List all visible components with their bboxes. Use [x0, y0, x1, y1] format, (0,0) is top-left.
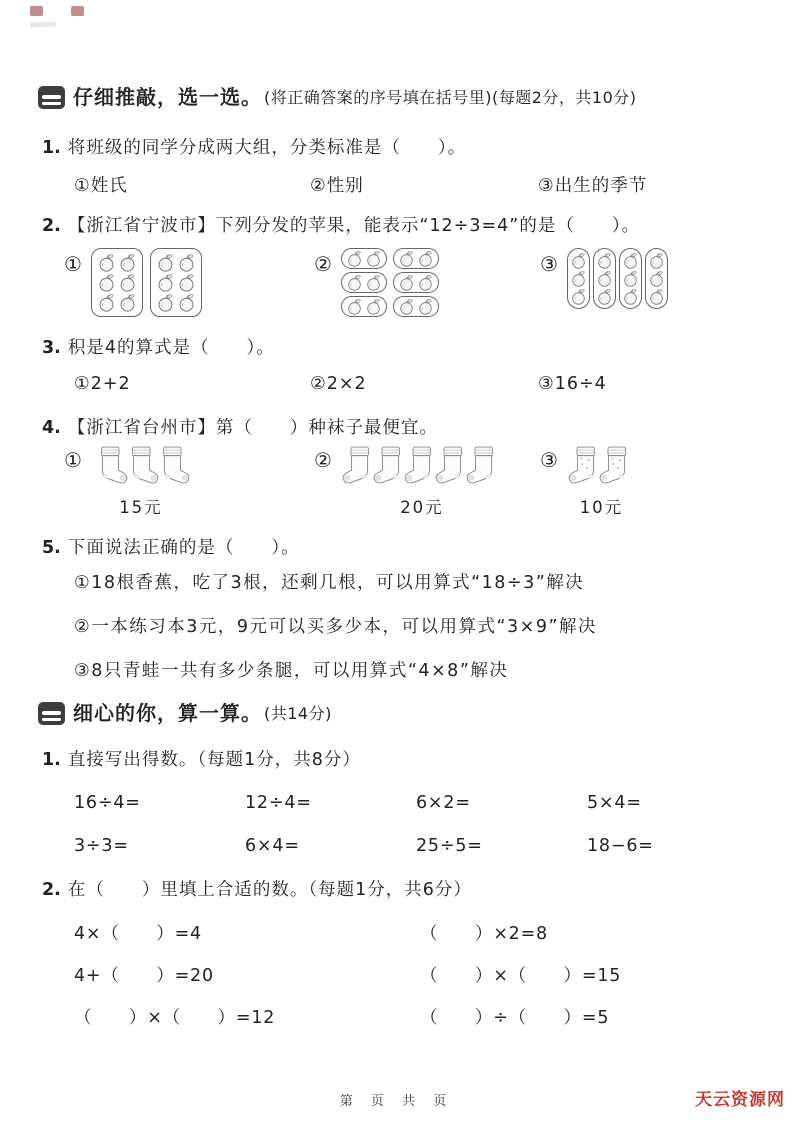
- apple-icon: [365, 274, 382, 291]
- choice-option: ①姓氏: [74, 176, 128, 196]
- apple-icon: [156, 253, 175, 272]
- question-text: 在（ ）里填上合适的数。（每题1分，共6分）: [67, 880, 472, 900]
- apple-icon: [365, 298, 382, 315]
- q5-options: [74, 561, 597, 693]
- apple-option: [64, 248, 314, 317]
- apple-icon: [177, 293, 196, 312]
- question-number: 2.: [42, 216, 61, 236]
- q3-options: [74, 374, 607, 394]
- apple-icon: [417, 298, 434, 315]
- apple-icon: [118, 253, 137, 272]
- question-text: 直接写出得数。（每题1分，共8分）: [67, 750, 361, 770]
- apple-group: [341, 248, 387, 269]
- notebook-icon: [38, 86, 65, 109]
- apple-icon: [365, 250, 382, 267]
- option-label: ①: [64, 448, 82, 472]
- question-1: [42, 136, 466, 160]
- choice-option: ②一本练习本3元，9元可以买多少本，可以用算式“3×9”解决: [74, 617, 598, 637]
- apple-groups: [341, 248, 439, 317]
- section-2-title: 细心的你，算一算。: [73, 701, 262, 725]
- apple-group: [567, 248, 590, 309]
- fill-row: [74, 920, 548, 945]
- apple-icon: [648, 270, 665, 287]
- apple-icon: [118, 273, 137, 292]
- choice-option: ③8只青蛙一共有多少条腿，可以用算式“4×8”解决: [74, 661, 509, 681]
- fill-row: [74, 962, 621, 987]
- question-text: 下面说法正确的是（ ）。: [67, 538, 300, 558]
- fill-item: 4×（ ）=4: [74, 924, 202, 944]
- section-1-title: 仔细推敲，选一选。: [73, 85, 262, 109]
- apple-icon: [417, 250, 434, 267]
- question-s2-1: [42, 748, 361, 772]
- apple-icon: [622, 252, 639, 269]
- apple-icon: [648, 288, 665, 305]
- calc-row: [74, 836, 654, 856]
- corner-mark: [71, 6, 84, 16]
- question-number: 4.: [42, 418, 61, 438]
- apple-icon: [570, 252, 587, 269]
- apple-icon: [177, 273, 196, 292]
- price-label: 20元: [400, 498, 444, 517]
- section-2-header: [38, 700, 332, 727]
- option-label: ③: [540, 252, 558, 276]
- price-label: 15元: [119, 498, 163, 517]
- question-2: [42, 214, 640, 238]
- option-label: ②: [314, 252, 332, 276]
- question-text: 积是4的算式是（ ）。: [67, 338, 275, 358]
- apple-icon: [97, 293, 116, 312]
- question-number: 5.: [42, 538, 61, 558]
- fill-item: 4+（ ）=20: [74, 966, 214, 986]
- apple-group: [645, 248, 668, 309]
- apple-icon: [570, 270, 587, 287]
- price-label: 10元: [579, 498, 624, 517]
- apple-icon: [596, 252, 613, 269]
- watermark: 天云资源网: [695, 1090, 785, 1110]
- option-label: ③: [540, 448, 558, 472]
- apple-option: [314, 248, 540, 317]
- print-smudge: [30, 22, 56, 28]
- question-number: 3.: [42, 338, 61, 358]
- question-number: 1.: [42, 138, 61, 158]
- question-5: [42, 536, 300, 560]
- calc-item: 6×2=: [416, 793, 471, 813]
- calc-item: 25÷5=: [416, 836, 483, 856]
- question-s2-2: [42, 878, 472, 902]
- sock-group: [91, 444, 191, 518]
- apple-icon: [417, 274, 434, 291]
- apple-group: [393, 248, 439, 269]
- page-footer: 第 页 共 页: [339, 1094, 454, 1109]
- question-text: 【浙江省宁波市】下列分发的苹果，能表示“12÷3=4”的是（ ）。: [67, 216, 641, 236]
- apple-group: [593, 248, 616, 309]
- apple-icon: [97, 273, 116, 292]
- sock-option: [314, 444, 540, 518]
- sock-option: [540, 444, 636, 518]
- apple-group: [150, 248, 202, 317]
- choice-option: ③16÷4: [538, 374, 607, 394]
- section-1-header: [38, 84, 637, 111]
- option-label: ②: [314, 448, 332, 472]
- corner-mark: [30, 6, 43, 16]
- apple-group: [341, 296, 387, 317]
- calc-item: 5×4=: [587, 793, 642, 813]
- q2-apple-options: [64, 248, 668, 317]
- calc-item: 12÷4=: [245, 793, 312, 813]
- apple-icon: [156, 273, 175, 292]
- apple-group: [393, 272, 439, 293]
- apple-icon: [570, 288, 587, 305]
- apple-icon: [97, 253, 116, 272]
- apple-icon: [398, 250, 415, 267]
- calc-row: [74, 793, 642, 813]
- calc-item: 16÷4=: [74, 793, 141, 813]
- calc-item: 18−6=: [587, 836, 654, 856]
- q4-sock-options: [64, 444, 636, 518]
- apple-icon: [622, 270, 639, 287]
- option-label: ①: [64, 252, 82, 276]
- choice-option: ②2×2: [310, 374, 367, 394]
- apple-groups: [91, 248, 202, 317]
- fill-item: （ ）×（ ）=12: [74, 1008, 276, 1028]
- apple-icon: [648, 252, 665, 269]
- apple-groups: [567, 248, 668, 309]
- apple-group: [393, 296, 439, 317]
- apple-icon: [346, 250, 363, 267]
- question-number: 2.: [42, 880, 61, 900]
- notebook-icon: [38, 702, 65, 725]
- apple-icon: [398, 274, 415, 291]
- sock-icon: [598, 444, 636, 490]
- fill-row: [74, 1004, 609, 1029]
- apple-option: [540, 248, 668, 309]
- apple-icon: [177, 253, 196, 272]
- calc-item: 3÷3=: [74, 836, 129, 856]
- apple-icon: [622, 288, 639, 305]
- section-2-subtitle: (共14分): [264, 704, 332, 723]
- apple-icon: [346, 274, 363, 291]
- sock-group: [567, 444, 636, 518]
- apple-group: [341, 272, 387, 293]
- question-3: [42, 336, 275, 360]
- fill-item: （ ）×（ ）=15: [420, 966, 622, 986]
- question-text: 将班级的同学分成两大组，分类标准是（ ）。: [67, 138, 467, 158]
- apple-icon: [596, 270, 613, 287]
- apple-icon: [596, 288, 613, 305]
- sock-group: [341, 444, 503, 518]
- sock-option: [64, 444, 314, 518]
- fill-item: （ ）÷（ ）=5: [420, 1008, 610, 1028]
- choice-option: ①18根香蕉，吃了3根，还剩几根，可以用算式“18÷3”解决: [74, 573, 585, 593]
- question-4: [42, 416, 438, 440]
- choice-option: ②性别: [310, 176, 364, 196]
- apple-group: [619, 248, 642, 309]
- apple-icon: [346, 298, 363, 315]
- q1-options: [74, 172, 647, 197]
- fill-item: （ ）×2=8: [420, 924, 548, 944]
- question-number: 1.: [42, 750, 61, 770]
- apple-group: [91, 248, 143, 317]
- sock-icon: [153, 444, 191, 490]
- apple-icon: [398, 298, 415, 315]
- apple-icon: [156, 293, 175, 312]
- choice-option: ①2+2: [74, 374, 131, 394]
- question-text: 【浙江省台州市】第（ ）种袜子最便宜。: [67, 418, 438, 438]
- apple-icon: [118, 293, 137, 312]
- sock-icon: [465, 444, 503, 490]
- calc-item: 6×4=: [245, 836, 300, 856]
- choice-option: ③出生的季节: [538, 176, 648, 196]
- section-1-subtitle: (将正确答案的序号填在括号里)(每题2分，共10分): [264, 88, 637, 107]
